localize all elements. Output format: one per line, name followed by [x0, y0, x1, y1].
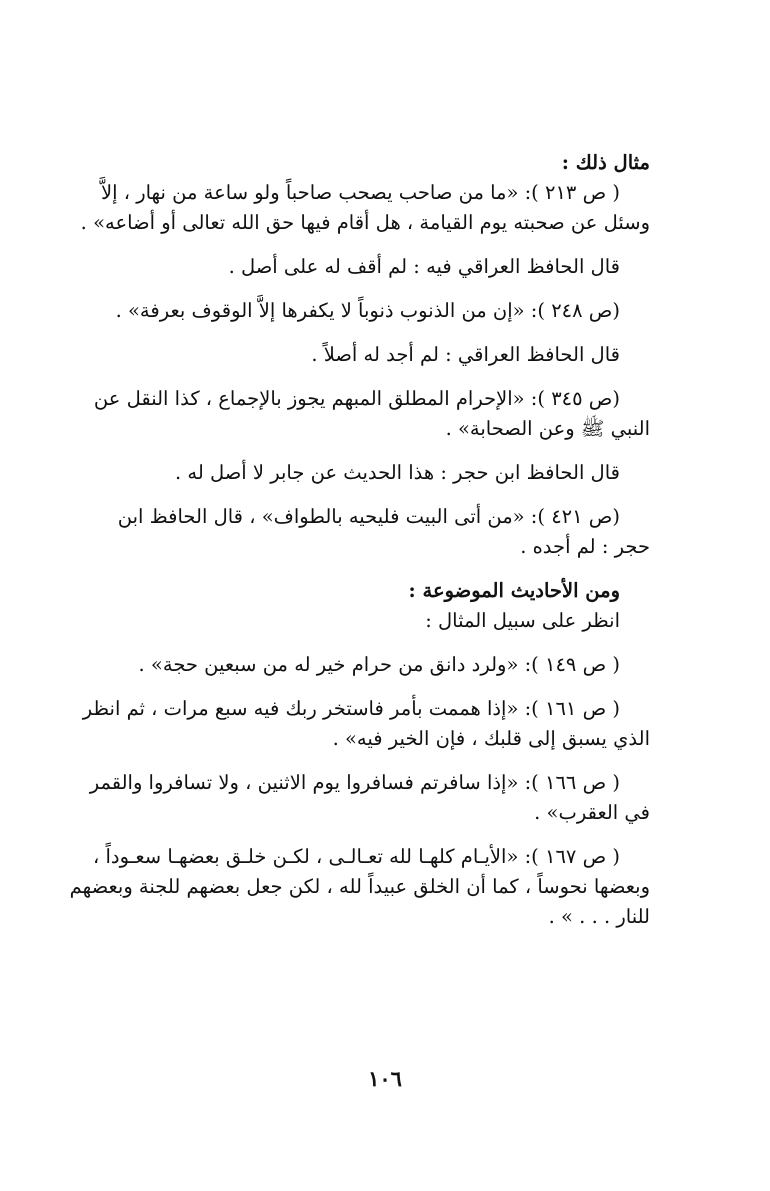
entry-continuation: في العقرب» . — [534, 801, 650, 824]
page-body — [66, 148, 650, 932]
entry-line: ( ص ١٤٩ ): «ولرد دانق من حرام خير له من سبعين حجة» . — [138, 653, 620, 676]
subheading-line: انظر على سبيل المثال : — [425, 609, 620, 632]
section-heading-fabricated: ومن الأحاديث الموضوعة : — [408, 579, 620, 602]
page-number: ١٠٦ — [368, 1066, 402, 1091]
entry-continuation: وسئل عن صحبته يوم القيامة ، هل أقام فيها حق الله تعالى أو أضاعه» . — [80, 211, 650, 234]
entry-line: (ص ٣٤٥ ): «الإحرام المطلق المبهم يجوز بالإجماع ، كذا النقل عن — [93, 387, 620, 410]
entry-continuation: الذي يسبق إلى قلبك ، فإن الخير فيه» . — [332, 727, 650, 750]
section-heading-example: مثال ذلك : — [561, 151, 650, 174]
entry-line: ( ص ١٦٧ ): «الأيـام كلهـا لله تعـالـى ، لكـن خلـق بعضهـا سعـوداً ، — [93, 845, 620, 868]
commentary-line: قال الحافظ ابن حجر : هذا الحديث عن جابر لا أصل له . — [174, 461, 620, 484]
entry-line: ( ص ٢١٣ ): «ما من صاحب يصحب صاحباً ولو ساعة من نهار ، إلاَّ — [100, 181, 620, 204]
commentary-line: قال الحافظ العراقي : لم أجد له أصلاً . — [311, 343, 620, 366]
commentary-line: قال الحافظ العراقي فيه : لم أقف له على أصل . — [228, 255, 620, 278]
entry-continuation: النبي ﷺ وعن الصحابة» . — [445, 417, 650, 440]
entry-line: (ص ٤٢١ ): «من أتى البيت فليحيه بالطواف» ، قال الحافظ ابن — [117, 505, 620, 528]
entry-continuation: للنار . . . » . — [548, 905, 650, 928]
entry-continuation: وبعضها نحوساً ، كما أن الخلق عبيداً لله ، لكن جعل بعضهم للجنة وبعضهم — [69, 875, 650, 898]
entry-line: ( ص ١٦٦ ): «إذا سافرتم فسافروا يوم الاثنين ، ولا تسافروا والقمر — [89, 771, 620, 794]
entry-line: (ص ٢٤٨ ): «إن من الذنوب ذنوباً لا يكفرها إلاَّ الوقوف بعرفة» . — [115, 299, 620, 322]
entry-continuation: حجر : لم أجده . — [520, 535, 650, 558]
entry-line: ( ص ١٦١ ): «إذا هممت بأمر فاستخر ربك فيه سبع مرات ، ثم انظر — [82, 697, 620, 720]
